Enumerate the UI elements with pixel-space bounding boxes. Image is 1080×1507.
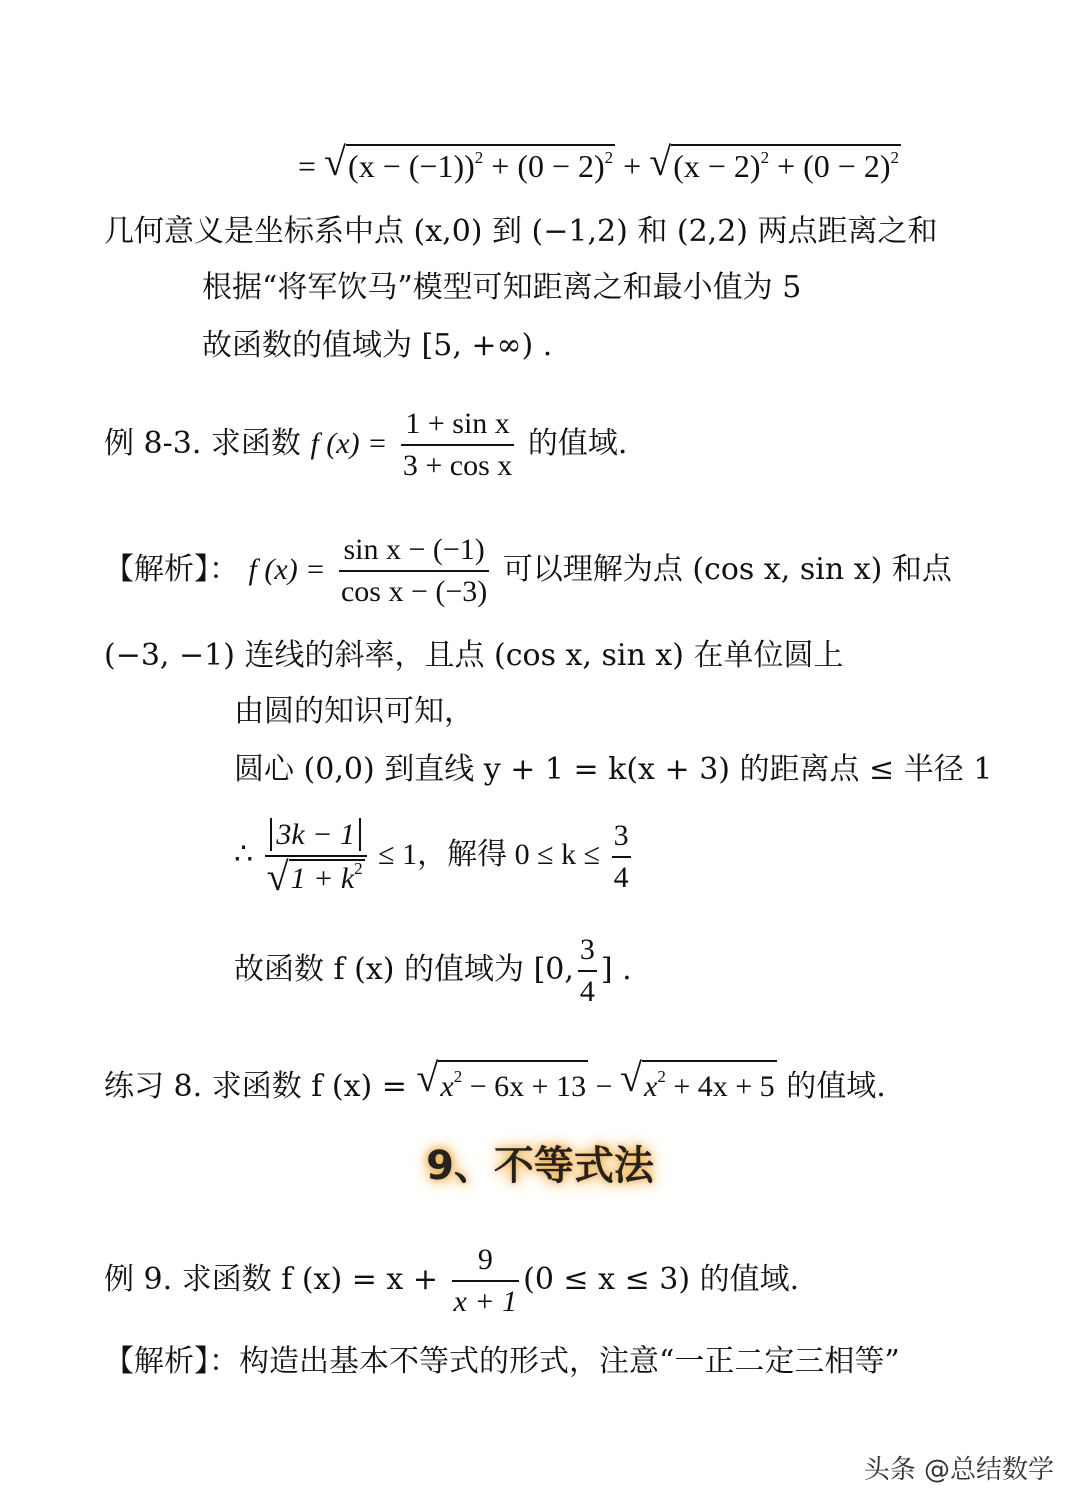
slope-text: (−3, −1) 连线的斜率，且点 (cos x, sin x) 在单位圆上 <box>104 638 844 673</box>
watermark: 头条 @总结数学 <box>863 1455 1054 1485</box>
solution-suffix: 可以理解为点 (cos x, sin x) 和点 <box>493 552 952 587</box>
sqrt2-exp-b: 2 <box>890 148 899 167</box>
sqrt1-var: x <box>440 1070 454 1103</box>
inequality-middle: ≤ 1，解得 0 ≤ k ≤ <box>370 838 601 871</box>
sqrt2-exp-a: 2 <box>760 148 770 167</box>
sqrt-term-1 <box>324 144 615 186</box>
abs-value: 3k − 1 <box>270 818 361 851</box>
sqrt2-part-b: + (0 − 2) <box>769 148 891 184</box>
example-9-suffix: (0 ≤ x ≤ 3) 的值域. <box>523 1262 800 1297</box>
circle-knowledge-text: 由圆的知识可知， <box>234 694 474 729</box>
exercise-8-sqrt-2 <box>620 1060 777 1112</box>
solution-8-3 <box>104 530 952 610</box>
sqrt1-part-a: (x − (−1)) <box>348 148 475 184</box>
distance-fraction <box>265 817 367 897</box>
range-conclusion-text: 故函数的值域为 [5, +∞) . <box>202 328 553 363</box>
example-9-prefix: 例 9. 求函数 f (x) = x + <box>104 1262 448 1297</box>
sqrt-term-2 <box>649 144 901 186</box>
range-result <box>234 928 632 1012</box>
range-result-suffix: ] . <box>600 952 632 987</box>
sqrt2-exp: 2 <box>657 1067 666 1086</box>
k-bound-numerator: 3 <box>612 818 631 858</box>
fraction-denominator: cos x − (−3) <box>340 575 488 608</box>
example-8-3-fraction <box>401 406 514 484</box>
solution-9-text: 【解析】：构造出基本不等式的形式，注意“一正二定三相等” <box>104 1344 900 1379</box>
minus-sign: − <box>588 1070 621 1103</box>
formula-distance-sum <box>298 144 901 186</box>
fraction-numerator: sin x − (−1) <box>339 532 489 572</box>
fraction-numerator: 9 <box>452 1242 520 1282</box>
sqrt-base: 1 + k <box>290 862 355 896</box>
section-heading: 9、不等式法 <box>426 1143 654 1189</box>
example-9 <box>104 1238 799 1322</box>
example-8-3 <box>104 404 627 484</box>
exercise-8-sqrt-1 <box>416 1060 588 1112</box>
exercise-8-prefix: 练习 8. 求函数 f (x) = <box>104 1069 417 1104</box>
sqrt1-exp-b: 2 <box>604 148 614 167</box>
exercise-8-suffix: 的值域. <box>776 1069 886 1104</box>
distance-numerator <box>265 817 367 857</box>
sqrt1-part-b: + (0 − 2) <box>483 148 605 184</box>
center-distance-text: 圆心 (0,0) 到直线 y + 1 = k(x + 3) 的距离点 ≤ 半径 1 <box>234 752 993 787</box>
sqrt1-exp: 2 <box>453 1067 463 1086</box>
sqrt1-exp-a: 2 <box>474 148 484 167</box>
example-8-3-suffix: 的值域. <box>518 426 628 461</box>
range-result-fraction <box>578 932 597 1010</box>
plus-sign: + <box>623 148 650 184</box>
general-horse-text: 根据“将军饮马”模型可知距离之和最小值为 5 <box>202 270 802 305</box>
example-8-3-fx: f (x) = <box>310 427 388 460</box>
distance-denominator <box>265 857 367 897</box>
sqrt2-var: x <box>644 1070 658 1103</box>
sqrt1-rest: − 6x + 13 <box>462 1070 587 1103</box>
sqrt2-part-a: (x − 2) <box>673 148 761 184</box>
exercise-8 <box>104 1060 886 1110</box>
k-bound-denominator: 4 <box>613 861 629 895</box>
fraction-numerator: 3 <box>578 932 597 972</box>
fraction-numerator: 1 + sin x <box>401 406 514 446</box>
equals-sign: = <box>298 148 317 184</box>
sqrt-exp: 2 <box>354 859 363 879</box>
example-9-fraction <box>452 1242 520 1320</box>
sqrt2-rest: + 4x + 5 <box>665 1070 775 1103</box>
fraction-denominator: x + 1 <box>453 1285 518 1318</box>
solution-label: 【解析】： <box>104 552 239 587</box>
therefore-sign: ∴ <box>234 838 254 871</box>
geometric-meaning-text: 几何意义是坐标系中点 (x,0) 到 (−1,2) 和 (2,2) 两点距离之和 <box>104 214 938 249</box>
range-result-prefix: 故函数 f (x) 的值域为 [0, <box>234 952 574 987</box>
inequality-line <box>234 810 635 900</box>
fraction-denominator: 3 + cos x <box>402 449 513 482</box>
example-8-3-prefix: 例 8-3. 求函数 <box>104 426 311 461</box>
solution-fraction <box>339 532 489 610</box>
k-bound-fraction <box>612 818 631 896</box>
solution-fx: f (x) = <box>248 553 326 586</box>
fraction-denominator: 4 <box>579 975 595 1008</box>
